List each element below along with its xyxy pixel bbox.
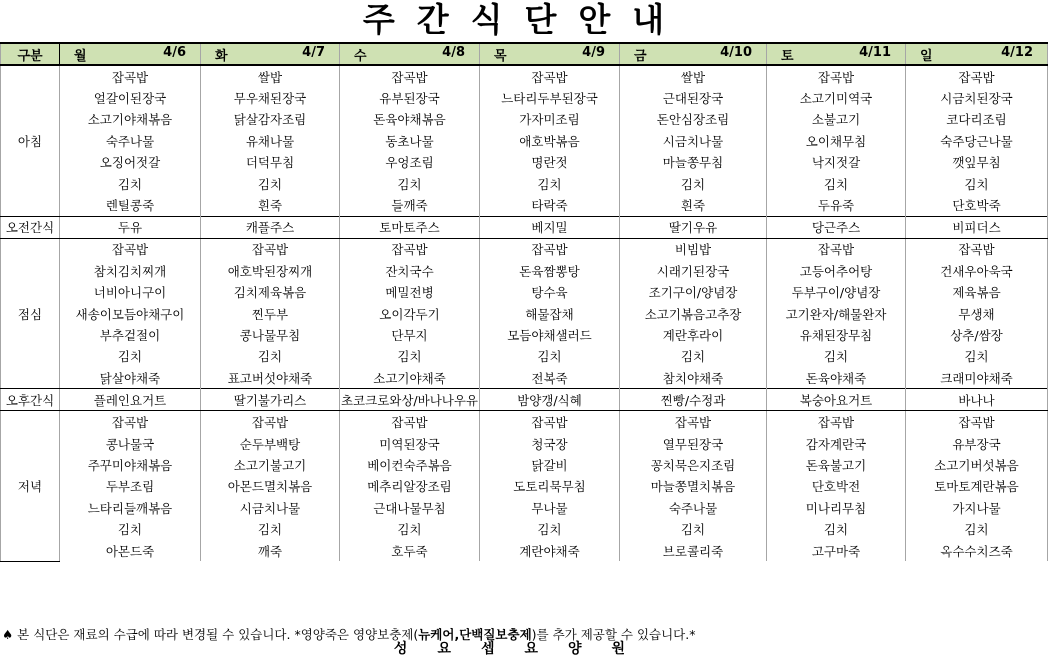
day-date: 4/11 bbox=[859, 44, 891, 60]
menu-item: 김치제육볶음 bbox=[201, 282, 340, 303]
menu-item: 고기완자/해물완자 bbox=[767, 303, 906, 324]
menu-item: 김치 bbox=[60, 518, 201, 539]
dinner-row bbox=[1, 476, 1048, 497]
menu-item: 베이컨숙주볶음 bbox=[340, 454, 480, 475]
menu-item: 열무된장국 bbox=[620, 433, 767, 454]
lunch-row bbox=[1, 260, 1048, 281]
breakfast-row bbox=[1, 194, 1048, 216]
menu-item: 탕수육 bbox=[480, 282, 620, 303]
menu-item: 돈육야채죽 bbox=[767, 367, 906, 389]
header-day-5 bbox=[767, 43, 906, 65]
menu-item: 느타리두부된장국 bbox=[480, 87, 620, 108]
menu-item: 근대나물무침 bbox=[340, 497, 480, 518]
am_snack-row bbox=[1, 216, 1048, 238]
day-date: 4/9 bbox=[582, 44, 605, 60]
menu-item: 동초나물 bbox=[340, 130, 480, 151]
menu-item: 잡곡밥 bbox=[480, 65, 620, 87]
header-day-2 bbox=[340, 43, 480, 65]
day-name: 금 bbox=[634, 48, 647, 64]
lunch-row bbox=[1, 324, 1048, 345]
menu-item: 전복죽 bbox=[480, 367, 620, 389]
menu-item: 유부된장국 bbox=[340, 87, 480, 108]
menu-item: 해물잡채 bbox=[480, 303, 620, 324]
footnote-bold: 뉴케어,단백질보충제 bbox=[418, 627, 532, 642]
menu-item: 김치 bbox=[767, 518, 906, 539]
menu-item: 감자계란국 bbox=[767, 433, 906, 454]
menu-item: 숙주나물 bbox=[620, 497, 767, 518]
menu-item: 얼갈이된장국 bbox=[60, 87, 201, 108]
snack-item: 복숭아요거트 bbox=[767, 389, 906, 411]
menu-item: 메밀전병 bbox=[340, 282, 480, 303]
menu-item: 잡곡밥 bbox=[767, 411, 906, 433]
menu-item: 조기구이/양념장 bbox=[620, 282, 767, 303]
menu-item: 찐두부 bbox=[201, 303, 340, 324]
menu-item: 미역된장국 bbox=[340, 433, 480, 454]
day-name: 일 bbox=[920, 48, 933, 64]
menu-item: 비빔밥 bbox=[620, 238, 767, 260]
menu-item: 김치 bbox=[620, 518, 767, 539]
header-day-3 bbox=[480, 43, 620, 65]
menu-item: 오이채무침 bbox=[767, 130, 906, 151]
header-day-6 bbox=[906, 43, 1048, 65]
facility-name: 성요셉요양원 bbox=[393, 641, 656, 657]
snack-item: 플레인요거트 bbox=[60, 389, 201, 411]
menu-item: 무생채 bbox=[906, 303, 1048, 324]
menu-item: 표고버섯야채죽 bbox=[201, 367, 340, 389]
menu-item: 주꾸미야채볶음 bbox=[60, 454, 201, 475]
menu-item: 김치 bbox=[60, 346, 201, 367]
menu-item: 마늘쫑멸치볶음 bbox=[620, 476, 767, 497]
menu-item: 브로콜리죽 bbox=[620, 540, 767, 561]
menu-item: 잡곡밥 bbox=[906, 238, 1048, 260]
menu-item: 순두부백탕 bbox=[201, 433, 340, 454]
menu-item: 시래기된장국 bbox=[620, 260, 767, 281]
menu-item: 잡곡밥 bbox=[767, 238, 906, 260]
menu-item: 돈육불고기 bbox=[767, 454, 906, 475]
snack-item: 초코크로와상/바나나우유 bbox=[340, 389, 480, 411]
menu-item: 김치 bbox=[201, 346, 340, 367]
lunch-row bbox=[1, 303, 1048, 324]
menu-item: 근대된장국 bbox=[620, 87, 767, 108]
breakfast-row bbox=[1, 109, 1048, 130]
menu-item: 돈육짬뽕탕 bbox=[480, 260, 620, 281]
menu-item: 잡곡밥 bbox=[201, 411, 340, 433]
menu-item: 잡곡밥 bbox=[620, 411, 767, 433]
menu-item: 돈안심장조림 bbox=[620, 109, 767, 130]
header-day-4 bbox=[620, 43, 767, 65]
dinner-row bbox=[1, 540, 1048, 561]
menu-item: 소고기야채죽 bbox=[340, 367, 480, 389]
menu-item: 숙주나물 bbox=[60, 130, 201, 151]
menu-item: 타락죽 bbox=[480, 194, 620, 216]
menu-item: 두부조림 bbox=[60, 476, 201, 497]
menu-item: 아몬드멸치볶음 bbox=[201, 476, 340, 497]
menu-item: 명란젓 bbox=[480, 152, 620, 173]
menu-item: 마늘쫑무침 bbox=[620, 152, 767, 173]
menu-item: 제육볶음 bbox=[906, 282, 1048, 303]
menu-item: 김치 bbox=[906, 518, 1048, 539]
menu-item: 돈육야채볶음 bbox=[340, 109, 480, 130]
menu-item: 김치 bbox=[767, 173, 906, 194]
snack-item: 딸기우유 bbox=[620, 216, 767, 238]
menu-item: 애호박볶음 bbox=[480, 130, 620, 151]
snack-item: 베지밀 bbox=[480, 216, 620, 238]
header-gubun: 구분 bbox=[1, 43, 60, 65]
breakfast-row bbox=[1, 87, 1048, 108]
menu-item: 단호박죽 bbox=[906, 194, 1048, 216]
menu-item: 잔치국수 bbox=[340, 260, 480, 281]
menu-item: 소고기버섯볶음 bbox=[906, 454, 1048, 475]
menu-item: 깨죽 bbox=[201, 540, 340, 561]
menu-item: 아몬드죽 bbox=[60, 540, 201, 561]
menu-item: 잡곡밥 bbox=[906, 411, 1048, 433]
day-date: 4/8 bbox=[442, 44, 465, 60]
lunch-row bbox=[1, 346, 1048, 367]
menu-item: 소고기야채볶음 bbox=[60, 109, 201, 130]
menu-item: 두유죽 bbox=[767, 194, 906, 216]
menu-item: 닭갈비 bbox=[480, 454, 620, 475]
header-row bbox=[1, 43, 1048, 65]
breakfast-row bbox=[1, 173, 1048, 194]
menu-item: 메추리알장조림 bbox=[340, 476, 480, 497]
pm_snack-row bbox=[1, 389, 1048, 411]
menu-item: 오이각두기 bbox=[340, 303, 480, 324]
menu-item: 오징어젓갈 bbox=[60, 152, 201, 173]
menu-item: 소불고기 bbox=[767, 109, 906, 130]
dinner-row bbox=[1, 411, 1048, 433]
snack-item: 밤양갱/식혜 bbox=[480, 389, 620, 411]
menu-item: 느타리들깨볶음 bbox=[60, 497, 201, 518]
snack-item: 비피더스 bbox=[906, 216, 1048, 238]
menu-item: 가지나물 bbox=[906, 497, 1048, 518]
menu-item: 잡곡밥 bbox=[767, 65, 906, 87]
am_snack-label: 오전간식 bbox=[1, 216, 60, 238]
menu-item: 참치김치찌개 bbox=[60, 260, 201, 281]
page-title: 주간식단안내 bbox=[362, 0, 687, 39]
day-name: 월 bbox=[74, 48, 87, 64]
menu-item: 잡곡밥 bbox=[340, 65, 480, 87]
menu-item: 김치 bbox=[480, 346, 620, 367]
header-day-1 bbox=[201, 43, 340, 65]
menu-item: 코다리조림 bbox=[906, 109, 1048, 130]
dinner-row bbox=[1, 497, 1048, 518]
lunch-row bbox=[1, 367, 1048, 389]
menu-item: 소고기미역국 bbox=[767, 87, 906, 108]
menu-item: 유채된장무침 bbox=[767, 324, 906, 345]
menu-item: 유부장국 bbox=[906, 433, 1048, 454]
menu-item: 잡곡밥 bbox=[340, 238, 480, 260]
pm_snack-label: 오후간식 bbox=[1, 389, 60, 411]
snack-item: 당근주스 bbox=[767, 216, 906, 238]
menu-item: 부추겉절이 bbox=[60, 324, 201, 345]
menu-item: 도토리묵무침 bbox=[480, 476, 620, 497]
menu-item: 흰죽 bbox=[201, 194, 340, 216]
menu-item: 김치 bbox=[906, 346, 1048, 367]
menu-item: 김치 bbox=[201, 173, 340, 194]
menu-item: 너비아니구이 bbox=[60, 282, 201, 303]
menu-item: 김치 bbox=[480, 173, 620, 194]
menu-item: 숙주당근나물 bbox=[906, 130, 1048, 151]
snack-item: 캐플주스 bbox=[201, 216, 340, 238]
dinner-row bbox=[1, 454, 1048, 475]
menu-item: 잡곡밥 bbox=[340, 411, 480, 433]
menu-item: 유채나물 bbox=[201, 130, 340, 151]
day-date: 4/6 bbox=[163, 44, 186, 60]
menu-item: 닭살야채죽 bbox=[60, 367, 201, 389]
menu-item: 쌀밥 bbox=[620, 65, 767, 87]
menu-item: 잡곡밥 bbox=[60, 411, 201, 433]
menu-item: 깻잎무침 bbox=[906, 152, 1048, 173]
menu-item: 쌀밥 bbox=[201, 65, 340, 87]
lunch-row bbox=[1, 282, 1048, 303]
menu-item: 고등어추어탕 bbox=[767, 260, 906, 281]
menu-item: 콩나물국 bbox=[60, 433, 201, 454]
day-date: 4/7 bbox=[302, 44, 325, 60]
menu-item: 옥수수치즈죽 bbox=[906, 540, 1048, 561]
snack-item: 찐빵/수정과 bbox=[620, 389, 767, 411]
menu-item: 잡곡밥 bbox=[480, 238, 620, 260]
menu-item: 시금치나물 bbox=[620, 130, 767, 151]
menu-item: 더덕무침 bbox=[201, 152, 340, 173]
menu-item: 김치 bbox=[767, 346, 906, 367]
menu-item: 두부구이/양념장 bbox=[767, 282, 906, 303]
header-day-0 bbox=[60, 43, 201, 65]
menu-item: 단호박전 bbox=[767, 476, 906, 497]
menu-item: 김치 bbox=[340, 173, 480, 194]
menu-item: 김치 bbox=[201, 518, 340, 539]
menu-item: 렌틸콩죽 bbox=[60, 194, 201, 216]
menu-item: 시금치된장국 bbox=[906, 87, 1048, 108]
dinner-row bbox=[1, 518, 1048, 539]
menu-item: 잡곡밥 bbox=[201, 238, 340, 260]
breakfast-row bbox=[1, 65, 1048, 87]
menu-item: 김치 bbox=[620, 173, 767, 194]
day-date: 4/10 bbox=[720, 44, 752, 60]
lunch-label: 점심 bbox=[1, 238, 60, 389]
menu-item: 우엉조림 bbox=[340, 152, 480, 173]
menu-item: 참치야채죽 bbox=[620, 367, 767, 389]
menu-item: 호두죽 bbox=[340, 540, 480, 561]
dinner-row bbox=[1, 433, 1048, 454]
menu-item: 새송이모듬야채구이 bbox=[60, 303, 201, 324]
menu-item: 건새우아욱국 bbox=[906, 260, 1048, 281]
menu-item: 단무지 bbox=[340, 324, 480, 345]
day-date: 4/12 bbox=[1001, 44, 1033, 60]
menu-item: 고구마죽 bbox=[767, 540, 906, 561]
footnote-text-1: ♠ 본 식단은 재료의 수급에 따라 변경될 수 있습니다. *영양죽은 영양보충제( bbox=[2, 627, 419, 642]
menu-item: 김치 bbox=[60, 173, 201, 194]
menu-item: 소고기불고기 bbox=[201, 454, 340, 475]
menu-item: 토마토계란볶음 bbox=[906, 476, 1048, 497]
menu-item: 가자미조림 bbox=[480, 109, 620, 130]
menu-item: 흰죽 bbox=[620, 194, 767, 216]
menu-item: 청국장 bbox=[480, 433, 620, 454]
menu-item: 김치 bbox=[340, 518, 480, 539]
menu-item: 모듬야채샐러드 bbox=[480, 324, 620, 345]
menu-item: 잡곡밥 bbox=[60, 238, 201, 260]
day-name: 수 bbox=[354, 48, 367, 64]
menu-item: 계란야채죽 bbox=[480, 540, 620, 561]
menu-item: 잡곡밥 bbox=[60, 65, 201, 87]
menu-item: 상추/쌈장 bbox=[906, 324, 1048, 345]
snack-item: 토마토주스 bbox=[340, 216, 480, 238]
menu-item: 김치 bbox=[480, 518, 620, 539]
weekly-menu-table bbox=[0, 42, 1048, 562]
menu-item: 콩나물무침 bbox=[201, 324, 340, 345]
snack-item: 딸기불가리스 bbox=[201, 389, 340, 411]
menu-item: 애호박된장찌개 bbox=[201, 260, 340, 281]
menu-item: 김치 bbox=[340, 346, 480, 367]
menu-item: 소고기볶음고추장 bbox=[620, 303, 767, 324]
snack-item: 바나나 bbox=[906, 389, 1048, 411]
dinner-label: 저녁 bbox=[1, 411, 60, 561]
menu-item: 계란후라이 bbox=[620, 324, 767, 345]
menu-item: 크래미야채죽 bbox=[906, 367, 1048, 389]
menu-item: 미나리무침 bbox=[767, 497, 906, 518]
menu-item: 잡곡밥 bbox=[480, 411, 620, 433]
menu-item: 꽁치묵은지조림 bbox=[620, 454, 767, 475]
breakfast-row bbox=[1, 152, 1048, 173]
menu-item: 닭살감자조림 bbox=[201, 109, 340, 130]
snack-item: 두유 bbox=[60, 216, 201, 238]
menu-item: 무우채된장국 bbox=[201, 87, 340, 108]
menu-item: 김치 bbox=[906, 173, 1048, 194]
menu-item: 김치 bbox=[620, 346, 767, 367]
day-name: 토 bbox=[781, 48, 794, 64]
lunch-row bbox=[1, 238, 1048, 260]
breakfast-row bbox=[1, 130, 1048, 151]
breakfast-label: 아침 bbox=[1, 65, 60, 216]
menu-item: 무나물 bbox=[480, 497, 620, 518]
menu-item: 들깨죽 bbox=[340, 194, 480, 216]
menu-item: 잡곡밥 bbox=[906, 65, 1048, 87]
menu-item: 시금치나물 bbox=[201, 497, 340, 518]
day-name: 화 bbox=[215, 48, 228, 64]
day-name: 목 bbox=[494, 48, 507, 64]
menu-item: 낙지젓갈 bbox=[767, 152, 906, 173]
footnote-text-2: )를 추가 제공할 수 있습니다.* bbox=[531, 627, 696, 642]
